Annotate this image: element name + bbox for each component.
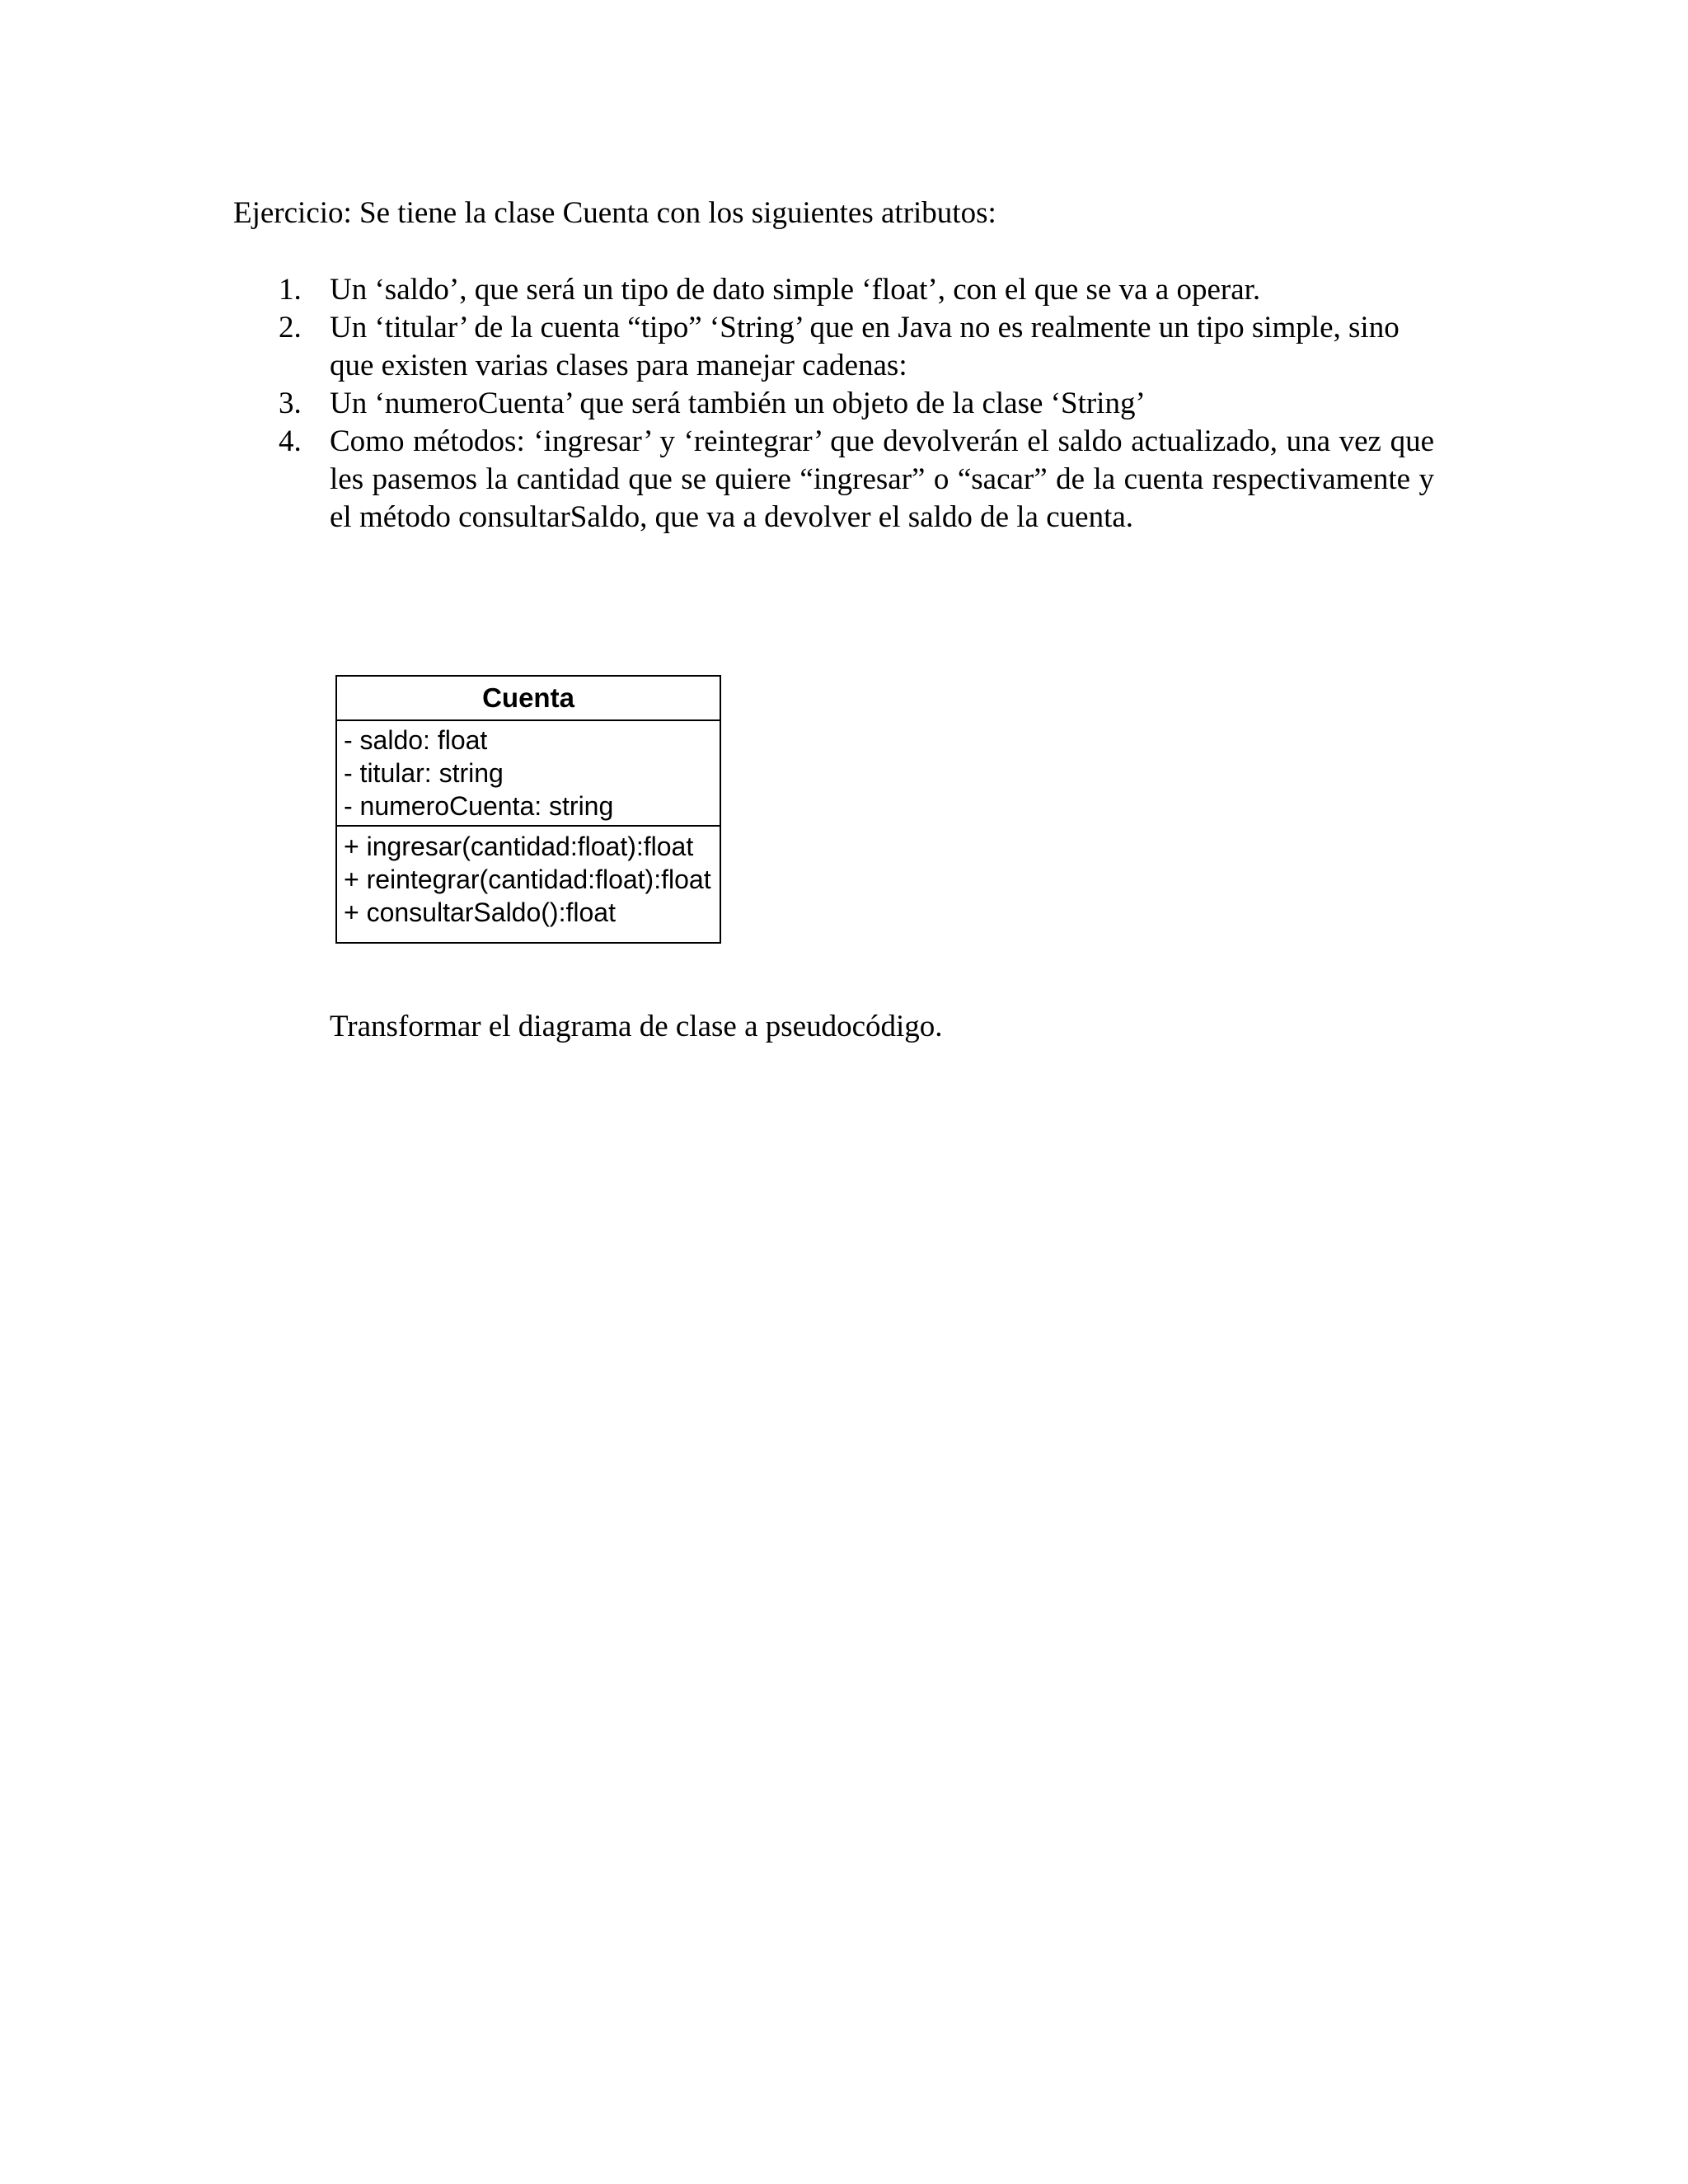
list-number: 3.: [279, 387, 302, 420]
exercise-intro: Ejercicio: Se tiene la clase Cuenta con los siguientes atributos:: [233, 196, 996, 230]
list-item-text: Como métodos: ‘ingresar’ y ‘reintegrar’ que devolverán el saldo actualizado, una vez que les pasemos la cantidad que se quiere “ingresar” o “sacar” de la cuenta respectivamente y el método consultarSaldo, que va a devolver el saldo de la cuenta.: [330, 424, 1434, 534]
uml-class-name: Cuenta: [337, 677, 720, 721]
list-item: [279, 423, 1434, 537]
list-number: 1.: [279, 273, 302, 307]
uml-method: + ingresar(cantidad:float):float: [344, 832, 694, 861]
list-item-text: Un ‘saldo’, que será un tipo de dato simple ‘float’, con el que se va a operar.: [330, 273, 1261, 307]
list-number: 2.: [279, 311, 302, 344]
list-item-text: Un ‘titular’ de la cuenta “tipo” ‘String’ que en Java no es realmente un tipo simple, sino que existen varias clases para manejar cadenas:: [330, 311, 1400, 382]
list-number: 4.: [279, 424, 302, 458]
list-item: [279, 385, 1434, 423]
uml-attribute: - saldo: float: [344, 725, 488, 755]
uml-class-diagram: [335, 675, 721, 944]
attribute-list: [279, 271, 1434, 537]
uml-attribute: - numeroCuenta: string: [344, 791, 614, 821]
uml-methods: [337, 827, 720, 929]
uml-method: + consultarSaldo():float: [344, 898, 616, 927]
list-item: [279, 271, 1434, 309]
uml-method: + reintegrar(cantidad:float):float: [344, 865, 711, 894]
list-item: [279, 309, 1434, 385]
task-instruction: Transformar el diagrama de clase a pseudocódigo.: [330, 1010, 943, 1043]
uml-attributes: [337, 721, 720, 827]
uml-attribute: - titular: string: [344, 758, 504, 788]
list-item-text: Un ‘numeroCuenta’ que será también un objeto de la clase ‘String’: [330, 387, 1146, 420]
